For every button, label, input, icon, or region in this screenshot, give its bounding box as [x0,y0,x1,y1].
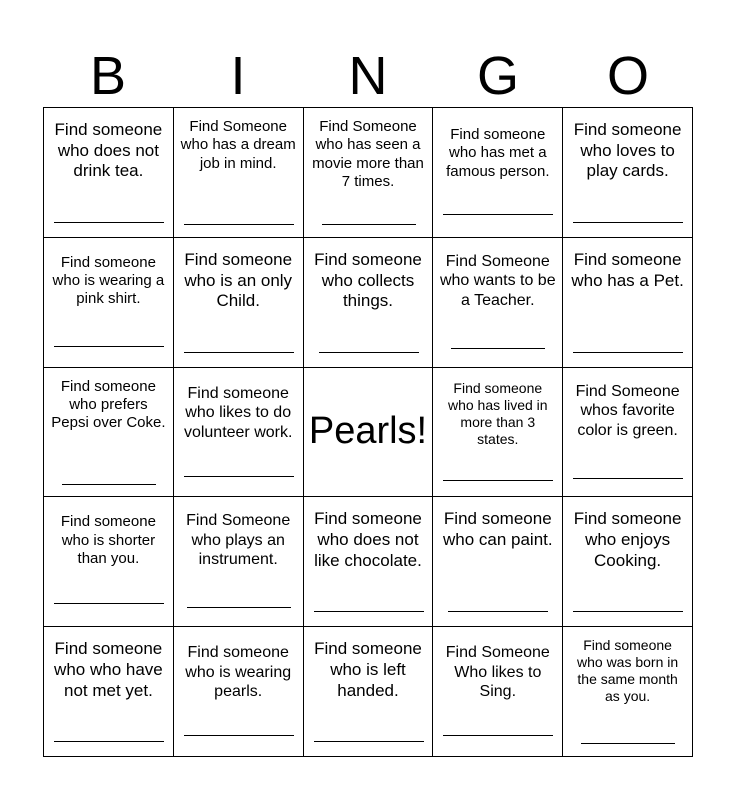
cell-prompt: Find someone who has lived in more than 3 states. [447,379,548,447]
bingo-cell-r4c5 [563,497,693,627]
cell-prompt: Find someone who has met a famous person. [446,126,550,180]
cell-prompt: Find someone who does not drink tea. [54,120,163,181]
cell-prompt: Find someone who is shorter than you. [60,513,156,567]
bingo-free-space [304,368,434,498]
signature-line[interactable] [54,741,164,742]
signature-line[interactable] [581,743,675,744]
bingo-cell-r2c4 [433,238,563,368]
cell-prompt: Find someone who was born in the same month as you. [577,637,679,705]
bingo-cell-r2c2 [174,238,304,368]
bingo-cell-r5c2 [174,627,304,757]
bingo-cell-r5c4 [433,627,563,757]
header-letter-i: I [230,46,246,106]
cell-prompt: Find someone who prefers Pepsi over Coke. [51,377,166,432]
bingo-cell-r1c1 [44,108,174,238]
bingo-cell-r2c5 [563,238,693,368]
header-letter-n: N [348,46,388,106]
signature-line[interactable] [448,611,548,612]
header-letter-o: O [606,46,649,106]
signature-line[interactable] [573,611,683,612]
bingo-cell-r1c3 [304,108,434,238]
bingo-cell-r4c2 [174,497,304,627]
bingo-cell-r1c4 [433,108,563,238]
cell-prompt: Find Someone who has a dream job in mind. [180,118,296,172]
cell-prompt: Find someone who can paint. [442,509,553,550]
cell-prompt: Find Someone who wants to be a Teacher. [439,252,556,309]
bingo-cell-r2c3 [304,238,434,368]
cell-prompt: Find someone who loves to play cards. [573,120,682,181]
cell-prompt: Find Someone who plays an instrument. [186,512,291,569]
cell-prompt: Find someone who is an only Child. [184,249,293,311]
cell-prompt: Find someone who does not like chocolate. [314,509,422,570]
cell-prompt: Find someone who enjoys Cooking. [573,509,682,570]
cell-prompt: Find someone who has a Pet. [571,249,684,290]
header-letter-b: B [89,46,127,106]
cell-prompt: Find someone who likes to do volunteer work. [183,384,293,441]
cell-prompt: Find Someone who has seen a movie more than 7 times. [312,118,424,190]
signature-line[interactable] [573,352,683,353]
signature-line[interactable] [443,480,553,481]
signature-line[interactable] [54,346,164,347]
signature-line[interactable] [319,352,419,353]
cell-prompt: Find someone who is wearing a pink shirt. [52,253,165,308]
cell-prompt: Find Someone Who likes to Sing. [445,644,550,701]
signature-line[interactable] [314,741,424,742]
signature-line[interactable] [443,214,553,215]
bingo-cell-r3c1 [44,368,174,498]
bingo-board [43,107,693,757]
bingo-cell-r2c1 [44,238,174,368]
header-letter-g: G [476,46,519,106]
signature-line[interactable] [184,735,294,736]
signature-line[interactable] [314,611,424,612]
bingo-cell-r4c1 [44,497,174,627]
signature-line[interactable] [187,607,291,608]
bingo-cell-r4c3 [304,497,434,627]
cell-prompt: Find someone who is left handed. [314,639,422,700]
signature-line[interactable] [573,478,683,479]
bingo-cell-r1c5 [563,108,693,238]
signature-line[interactable] [322,224,416,225]
signature-line[interactable] [451,348,545,349]
bingo-cell-r5c3 [304,627,434,757]
cell-prompt: Find someone who collects things. [314,249,422,311]
bingo-cell-r1c2 [174,108,304,238]
signature-line[interactable] [184,476,294,477]
bingo-cell-r3c2 [174,368,304,498]
signature-line[interactable] [184,352,294,353]
bingo-cell-r4c4 [433,497,563,627]
signature-line[interactable] [184,224,294,225]
signature-line[interactable] [443,735,553,736]
bingo-cell-r3c4 [433,368,563,498]
signature-line[interactable] [54,222,164,223]
signature-line[interactable] [54,603,164,604]
cell-prompt: Find Someone whos favorite color is green. [575,382,680,439]
bingo-cell-r5c1 [44,627,174,757]
signature-line[interactable] [573,222,683,223]
bingo-cell-r5c5 [563,627,693,757]
cell-prompt: Find someone who is wearing pearls. [185,644,292,701]
signature-line[interactable] [62,484,156,485]
bingo-cell-r3c5 [563,368,693,498]
free-space-label: Pearls! [308,410,428,453]
cell-prompt: Find someone who who have not met yet. [54,639,163,700]
bingo-header [43,44,693,108]
